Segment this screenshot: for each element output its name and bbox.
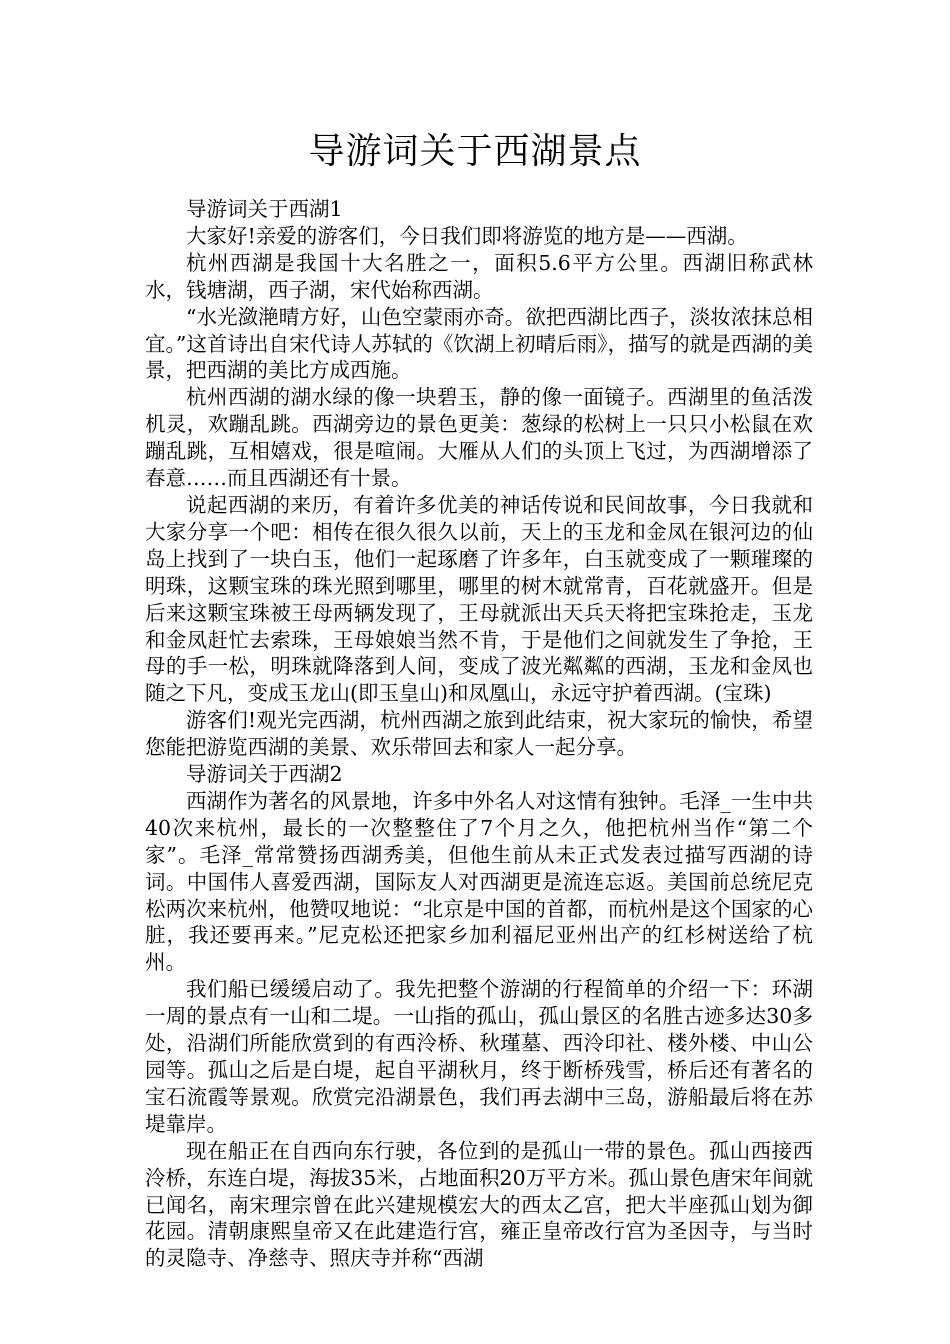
paragraph: 说起西湖的来历，有着许多优美的神话传说和民间故事，今日我就和大家分享一个吧：相传在很久很久以前，天上的玉龙和金凤在银河边的仙岛上找到了一块白玉，他们一起琢磨了许多年，白玉就变成了一颗璀璨的明珠，这颗宝珠的珠光照到哪里，哪里的树木就常青，百花就盛开。但是后来这颗宝珠被王母两辆发现了，王母就派出天兵天将把宝珠抢走，玉龙和金凤赶忙去索珠，王母娘娘当然不肯，于是他们之间就发生了争抢，王母的手一松，明珠就降落到人间，变成了波光粼粼的西湖，玉龙和金凤也随之下凡，变成玉龙山(即玉皇山)和凤凰山，永远守护着西湖。(宝珠) — [145, 492, 813, 706]
section-heading: 导游词关于西湖2 — [186, 762, 343, 787]
document-title: 导游词关于西湖景点 — [308, 131, 642, 172]
paragraph: “水光潋滟晴方好，山色空蒙雨亦奇。欲把西湖比西子，淡妆浓抹总相宜。”这首诗出自宋代诗人苏轼的《饮湖上初晴后雨》，描写的就是西湖的美景，把西湖的美比方成西施。 — [145, 304, 813, 383]
paragraph: 杭州西湖的湖水绿的像一块碧玉，静的像一面镜子。西湖里的鱼活泼机灵，欢蹦乱跳。西湖旁边的景色更美：葱绿的松树上一只只小松鼠在欢蹦乱跳，互相嬉戏，很是喧闹。大雁从人们的头顶上飞过，为西湖增添了春意……而且西湖还有十景。 — [145, 385, 813, 491]
document-body — [145, 196, 813, 1272]
paragraph: 游客们!观光完西湖，杭州西湖之旅到此结束，祝大家玩的愉快，希望您能把游览西湖的美景、欢乐带回去和家人一起分享。 — [145, 708, 813, 760]
paragraph: 西湖作为著名的风景地，许多中外名人对这情有独钟。毛泽_一生中共40次来杭州，最长的一次整整住了7个月之久，他把杭州当作“第二个家”。毛泽_常常赞扬西湖秀美，但他生前从未正式发表过描写西湖的诗词。中国伟人喜爱西湖，国际友人对西湖更是流连忘返。美国前总统尼克松两次来杭州，他赞叹地说：“北京是中国的首都，而杭州是这个国家的心脏，我还要再来。”尼克松还把家乡加利福尼亚州出产的红杉树送给了杭州。 — [145, 788, 813, 975]
paragraph: 杭州西湖是我国十大名胜之一，面积5.6平方公里。西湖旧称武林水，钱塘湖，西子湖，宋代始称西湖。 — [145, 250, 813, 302]
paragraph: 大家好!亲爱的游客们，今日我们即将游览的地方是——西湖。 — [186, 223, 748, 248]
section-heading: 导游词关于西湖1 — [186, 197, 343, 221]
paragraph: 现在船正在自西向东行驶，各位到的是孤山一带的景色。孤山西接西泠桥，东连白堤，海拔35米，占地面积20万平方米。孤山景色唐宋年间就已闻名，南宋理宗曾在此兴建规模宏大的西太乙宫，把大半座孤山划为御花园。清朝康熙皇帝又在此建造行宫，雍正皇帝改行宫为圣因寺，与当时的灵隐寺、净慈寺、照庆寺并称“西湖 — [145, 1138, 813, 1271]
paragraph: 我们船已缓缓启动了。我先把整个游湖的行程简单的介绍一下：环湖一周的景点有一山和二堤。一山指的孤山，孤山景区的名胜古迹多达30多处，沿湖们所能欣赏到的有西泠桥、秋瑾墓、西泠印社、楼外楼、中山公园等。孤山之后是白堤，起自平湖秋月，终于断桥残雪，桥后还有著名的宝石流霞等景观。欣赏完沿湖景色，我们再去湖中三岛，游船最后将在苏堤靠岸。 — [145, 977, 813, 1136]
